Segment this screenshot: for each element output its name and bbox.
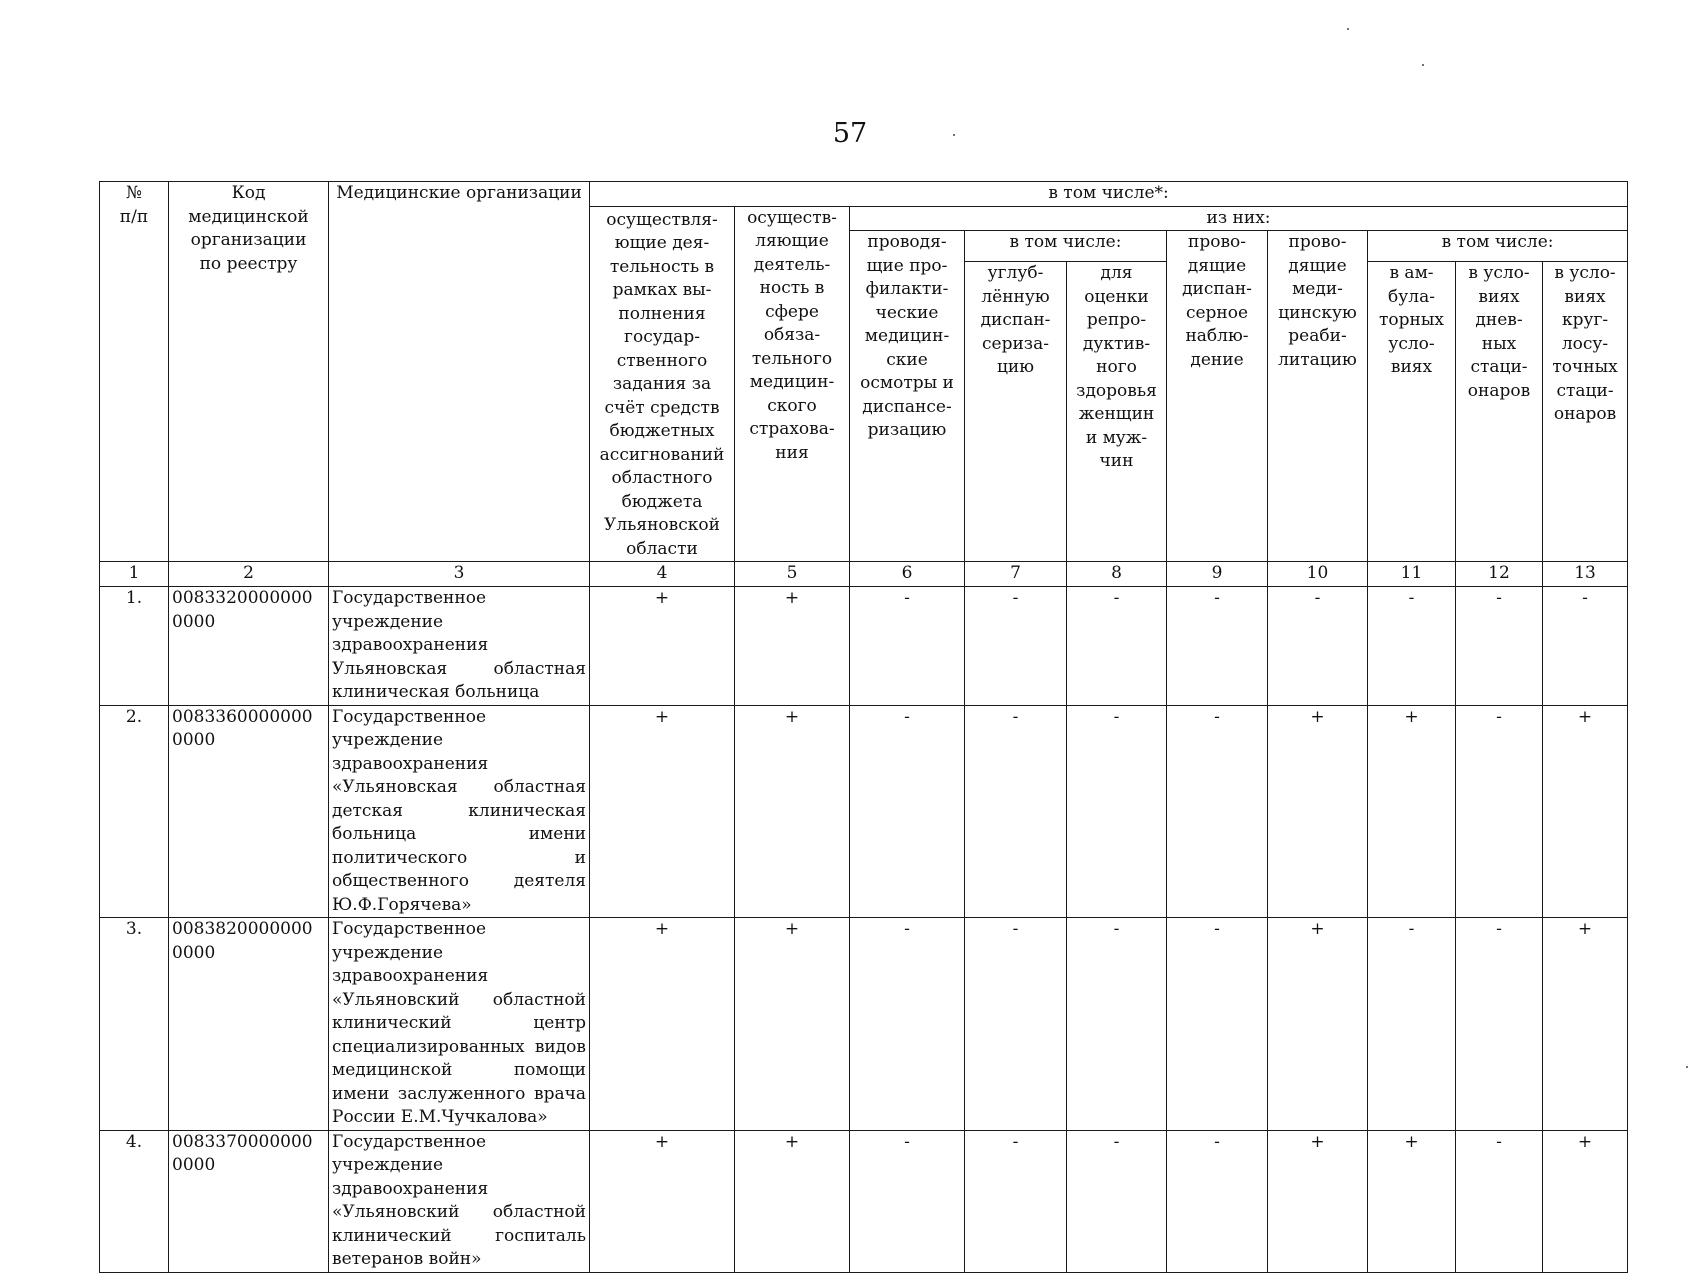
mark-day-hospital: - xyxy=(1456,918,1543,1131)
header-organizations: Медицинские организации xyxy=(329,182,590,562)
header-budget: осуществля- ющие дея- тельность в рамках вы- полнения государ- ственного задания за счёт средств бюджетных ассигнований областного бюджета Ульяновской области xyxy=(590,206,735,562)
table-row xyxy=(100,1130,1628,1272)
mark-dispensary: - xyxy=(1167,1130,1268,1272)
column-number: 1 xyxy=(100,562,169,587)
row-number: 2. xyxy=(100,705,169,918)
scan-speck xyxy=(1686,1066,1688,1068)
header-round-clock-hospital: в усло- виях круг- лосу- точных стаци- онаров xyxy=(1543,262,1628,562)
header-ambulatory: в ам- була- торных усло- виях xyxy=(1368,262,1456,562)
organization-name: Государственное учреждение здравоохранения Ульяновская областная клиническая больница xyxy=(329,587,590,706)
mark-budget: + xyxy=(590,705,735,918)
mark-dispensary: - xyxy=(1167,587,1268,706)
header-dispensary: прово- дящие диспан- серное наблю- дение xyxy=(1167,231,1268,562)
mark-oms: + xyxy=(735,1130,850,1272)
column-number: 5 xyxy=(735,562,850,587)
mark-deep-screening: - xyxy=(965,1130,1067,1272)
column-number: 2 xyxy=(169,562,329,587)
column-number: 11 xyxy=(1368,562,1456,587)
table-row xyxy=(100,918,1628,1131)
organization-code: 0083360000000 0000 xyxy=(169,705,329,918)
header-day-hospital: в усло- виях днев- ных стаци- онаров xyxy=(1456,262,1543,562)
mark-round-clock-hospital: + xyxy=(1543,1130,1628,1272)
organization-code: 0083370000000 0000 xyxy=(169,1130,329,1272)
table-row xyxy=(100,587,1628,706)
mark-oms: + xyxy=(735,587,850,706)
row-number: 1. xyxy=(100,587,169,706)
scan-speck xyxy=(1422,64,1424,66)
column-number: 10 xyxy=(1268,562,1368,587)
mark-deep-screening: - xyxy=(965,587,1067,706)
mark-round-clock-hospital: - xyxy=(1543,587,1628,706)
column-number: 7 xyxy=(965,562,1067,587)
mark-reproductive: - xyxy=(1067,587,1167,706)
scan-speck xyxy=(1347,28,1349,30)
scan-speck xyxy=(953,134,955,136)
mark-reproductive: - xyxy=(1067,1130,1167,1272)
organization-name: Государственное учреждение здравоохранения «Ульяновский областной клинический госпиталь ветеранов войн» xyxy=(329,1130,590,1272)
header-preventive: проводя- щие про- филакти- ческие медицин- ские осмотры и диспансе- ризацию xyxy=(850,231,965,562)
mark-rehabilitation: + xyxy=(1268,918,1368,1131)
mark-ambulatory: - xyxy=(1368,918,1456,1131)
header-in-that-number-star: в том числе*: xyxy=(590,182,1628,207)
mark-preventive: - xyxy=(850,587,965,706)
mark-budget: + xyxy=(590,587,735,706)
mark-rehabilitation: + xyxy=(1268,1130,1368,1272)
column-number: 13 xyxy=(1543,562,1628,587)
header-number: № п/п xyxy=(100,182,169,562)
header-in-that-number-1: в том числе: xyxy=(965,231,1167,262)
mark-day-hospital: - xyxy=(1456,1130,1543,1272)
mark-reproductive: - xyxy=(1067,918,1167,1131)
mark-day-hospital: - xyxy=(1456,705,1543,918)
mark-round-clock-hospital: + xyxy=(1543,918,1628,1131)
mark-ambulatory: - xyxy=(1368,587,1456,706)
mark-rehabilitation: + xyxy=(1268,705,1368,918)
mark-ambulatory: + xyxy=(1368,1130,1456,1272)
header-code: Код медицинской организации по реестру xyxy=(169,182,329,562)
organization-code: 0083320000000 0000 xyxy=(169,587,329,706)
mark-deep-screening: - xyxy=(965,705,1067,918)
mark-reproductive: - xyxy=(1067,705,1167,918)
row-number: 3. xyxy=(100,918,169,1131)
organization-name: Государственное учреждение здравоохранения «Ульяновский областной клинический центр специализированных видов медицинской помощи имени заслуженного врача России Е.М.Чучкалова» xyxy=(329,918,590,1131)
mark-rehabilitation: - xyxy=(1268,587,1368,706)
mark-oms: + xyxy=(735,918,850,1131)
header-oms: осуществ- ляющие деятель- ность в сфере обяза- тельного медицин- ского страхова- ния xyxy=(735,206,850,562)
column-number: 4 xyxy=(590,562,735,587)
mark-oms: + xyxy=(735,705,850,918)
column-number: 9 xyxy=(1167,562,1268,587)
mark-deep-screening: - xyxy=(965,918,1067,1131)
table-row xyxy=(100,705,1628,918)
mark-budget: + xyxy=(590,1130,735,1272)
mark-preventive: - xyxy=(850,918,965,1131)
mark-day-hospital: - xyxy=(1456,587,1543,706)
column-number: 12 xyxy=(1456,562,1543,587)
organization-code: 0083820000000 0000 xyxy=(169,918,329,1131)
mark-preventive: - xyxy=(850,1130,965,1272)
header-in-that-number-2: в том числе: xyxy=(1368,231,1628,262)
mark-round-clock-hospital: + xyxy=(1543,705,1628,918)
mark-ambulatory: + xyxy=(1368,705,1456,918)
header-reproductive: для оценки репро- дуктив- ного здоровья женщин и муж- чин xyxy=(1067,262,1167,562)
header-rehabilitation: прово- дящие меди- цинскую реаби- литацию xyxy=(1268,231,1368,562)
organization-name: Государственное учреждение здравоохранения «Ульяновская областная детская клиническая больница имени политического и общественного деятеля Ю.Ф.Горячева» xyxy=(329,705,590,918)
mark-dispensary: - xyxy=(1167,918,1268,1131)
row-number: 4. xyxy=(100,1130,169,1272)
page-number: 57 xyxy=(832,118,868,149)
medical-organizations-table xyxy=(99,181,1628,1273)
column-number: 3 xyxy=(329,562,590,587)
mark-preventive: - xyxy=(850,705,965,918)
column-number: 8 xyxy=(1067,562,1167,587)
header-deep-screening: углуб- лённую диспан- сериза- цию xyxy=(965,262,1067,562)
column-number-row xyxy=(100,562,1628,587)
mark-dispensary: - xyxy=(1167,705,1268,918)
header-of-them: из них: xyxy=(850,206,1628,231)
mark-budget: + xyxy=(590,918,735,1131)
column-number: 6 xyxy=(850,562,965,587)
